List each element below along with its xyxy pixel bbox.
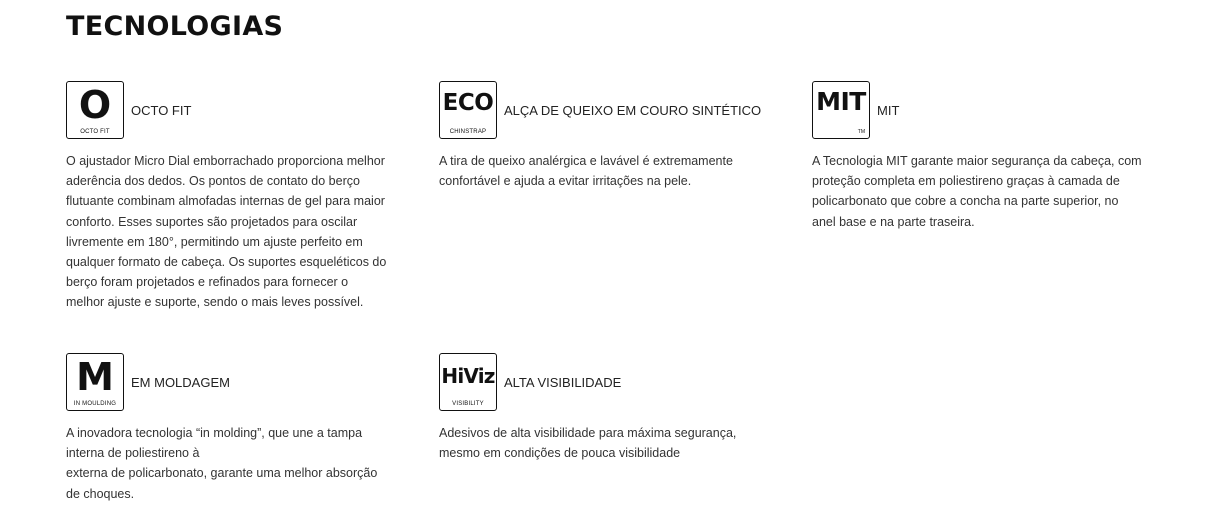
description-line: berço foram projetados e refinados para fornecer o xyxy=(66,275,349,290)
badge-caption: IN MOULDING xyxy=(73,401,117,407)
tech-title: ALTA VISIBILIDADE xyxy=(504,374,622,390)
badge-caption: CHINSTRAP xyxy=(449,129,487,135)
tech-title: ALÇA DE QUEIXO EM COURO SINTÉTICO xyxy=(504,102,762,118)
badge-glyph: ECO xyxy=(442,90,494,116)
tech-description xyxy=(66,151,416,313)
tech-item-eco-chinstrap xyxy=(439,81,789,191)
page-title: TECNOLOGIAS xyxy=(66,11,284,42)
description-line: interna de poliestireno à xyxy=(66,446,200,461)
description-line: de choques. xyxy=(66,486,135,501)
badge-caption: VISIBILITY xyxy=(452,401,484,407)
tech-item-octo-fit xyxy=(66,81,416,313)
description-line: aderência dos dedos. Os pontos de contato do berço xyxy=(66,174,360,189)
tech-title: EM MOLDAGEM xyxy=(131,374,230,390)
description-line: qualquer formato de cabeça. Os suportes esqueléticos do xyxy=(66,255,387,270)
tech-title: MIT xyxy=(877,102,900,118)
mit-badge-icon xyxy=(812,81,870,139)
tech-item-hiviz xyxy=(439,353,789,463)
description-line: conforto. Esses suportes são projetados para oscilar xyxy=(66,214,358,229)
badge-glyph: M xyxy=(76,355,114,399)
description-line: A inovadora tecnologia “in molding”, que une a tampa xyxy=(66,426,363,440)
tech-header xyxy=(66,353,416,411)
tech-item-in-moulding xyxy=(66,353,416,504)
description-line: confortável e ajuda a evitar irritações na pele. xyxy=(439,174,692,189)
description-line: mesmo em condições de pouca visibilidade xyxy=(439,446,681,461)
badge-caption: OCTO FIT xyxy=(80,129,110,135)
badge-glyph: O xyxy=(78,83,112,127)
octo-fit-badge-icon xyxy=(66,81,124,139)
tech-description xyxy=(439,151,789,191)
tech-item-mit xyxy=(812,81,1162,232)
tech-header xyxy=(812,81,1162,139)
description-line: anel base e na parte traseira. xyxy=(812,214,975,229)
description-line: livremente em 180°, permitindo um ajuste perfeito em xyxy=(66,234,363,249)
badge-glyph: HiViz xyxy=(441,364,495,388)
description-line: policarbonato que cobre a concha na parte superior, no xyxy=(812,194,1119,209)
tech-header xyxy=(439,81,789,139)
trademark-mark: TM xyxy=(857,129,865,135)
tech-description xyxy=(812,151,1162,232)
badge-glyph: MIT xyxy=(816,87,866,116)
hiviz-badge-icon xyxy=(439,353,497,411)
description-line: flutuante combinam almofadas internas de gel para maior xyxy=(66,194,385,209)
eco-chinstrap-badge-icon xyxy=(439,81,497,139)
tech-header xyxy=(439,353,789,411)
description-line: O ajustador Micro Dial emborrachado proporciona melhor xyxy=(66,154,385,168)
tech-description xyxy=(66,423,416,504)
tech-header xyxy=(66,81,416,139)
description-line: A Tecnologia MIT garante maior segurança da cabeça, com xyxy=(812,154,1142,168)
tech-description xyxy=(439,423,789,463)
description-line: externa de policarbonato, garante uma melhor absorção xyxy=(66,466,378,481)
tech-title: OCTO FIT xyxy=(131,102,192,118)
description-line: proteção completa em poliestireno graças à camada de xyxy=(812,174,1120,189)
description-line: A tira de queixo analérgica e lavável é extremamente xyxy=(439,154,733,168)
description-line: Adesivos de alta visibilidade para máxima segurança, xyxy=(439,426,737,440)
in-moulding-badge-icon xyxy=(66,353,124,411)
description-line: melhor ajuste e suporte, sendo o mais leves possível. xyxy=(66,295,364,310)
